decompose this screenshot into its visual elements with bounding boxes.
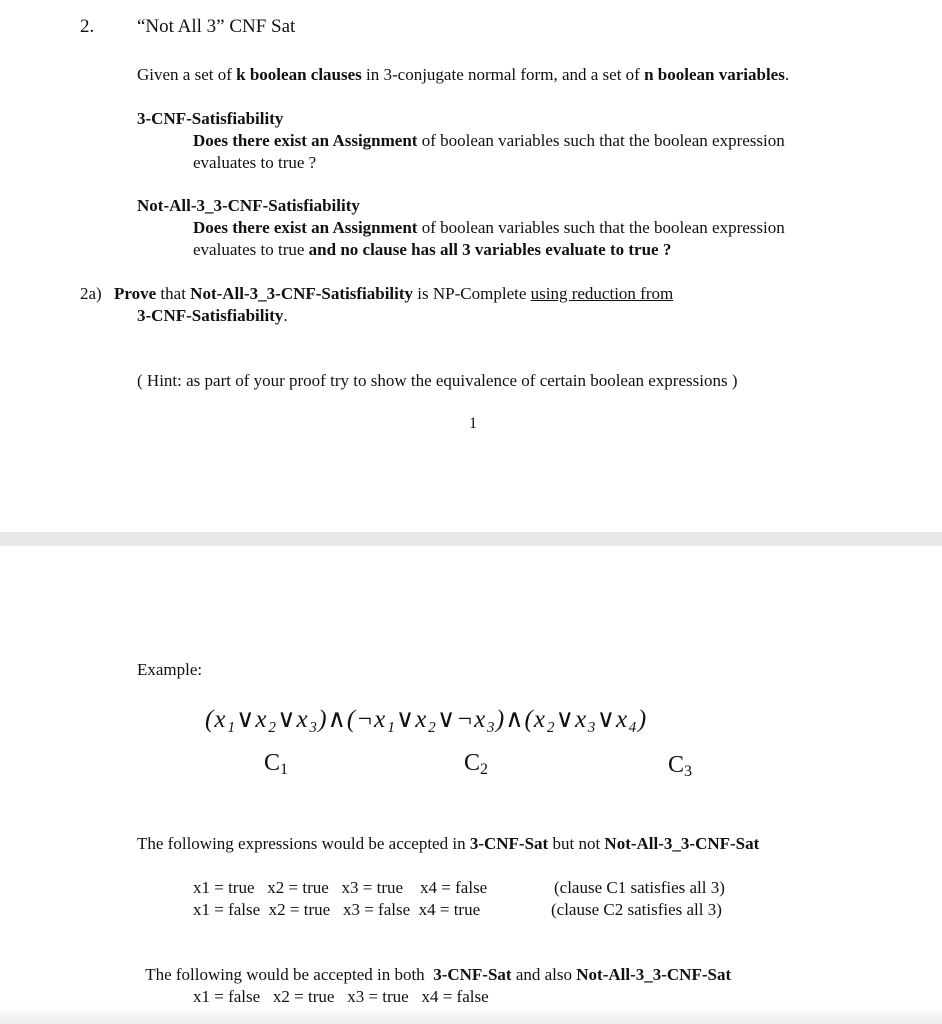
- example-expression: (x₁∨x₂∨x₃)∧(¬x₁∨x₂∨¬x₃)∧(x₂∨x₃∨x₄): [205, 706, 648, 733]
- accepted-3cnf-only-text: The following expressions would be accepted in 3-CNF-Sat but not Not-All-3_3-CNF-Sat: [137, 834, 760, 853]
- clause-label-c3: $C_3$: [668, 752, 693, 780]
- sat3-definition-line2: evaluates to true ?: [193, 153, 317, 172]
- page-bottom-shadow: [0, 1006, 942, 1024]
- problem-title: “Not All 3” CNF Sat: [137, 16, 296, 37]
- nae-definition-line1: Does there exist an Assignment of boolean variables such that the boolean expression: [193, 218, 785, 237]
- assignment-row: x1 = false x2 = true x3 = false x4 = true: [193, 900, 481, 919]
- hint-text: ( Hint: as part of your proof try to show the equivalence of certain boolean expressions ): [137, 371, 738, 390]
- clause-label-c2: $C_2$: [464, 750, 489, 778]
- page-number: 1: [469, 415, 477, 432]
- part-2a-label: 2a): [80, 284, 102, 303]
- assignment-row: x1 = false x2 = true x3 = true x4 = false: [193, 987, 489, 1006]
- reduction-link[interactable]: using reduction from: [530, 284, 674, 303]
- part-2a-line1: Prove that Not-All-3_3-CNF-Satisfiability is NP-Complete using reduction from: [114, 284, 674, 303]
- intro-paragraph: Given a set of k boolean clauses in 3-conjugate normal form, and a set of n boolean variables.: [137, 65, 790, 84]
- clause-label-c1: $C_1$: [264, 750, 289, 778]
- sat3-definition-line1: Does there exist an Assignment of boolean variables such that the boolean expression: [193, 131, 785, 150]
- sat3-heading: 3-CNF-Satisfiability: [137, 109, 284, 128]
- page-separator: [0, 532, 942, 546]
- nae-heading: Not-All-3_3-CNF-Satisfiability: [137, 196, 360, 215]
- example-label: Example:: [137, 660, 203, 679]
- accepted-both-text: The following would be accepted in both 3-CNF-Sat and also Not-All-3_3-CNF-Sat: [145, 965, 732, 984]
- part-2a-line2: 3-CNF-Satisfiability.: [137, 306, 288, 325]
- assignment-row: x1 = true x2 = true x3 = true x4 = false: [193, 878, 488, 897]
- assignment-note: (clause C1 satisfies all 3): [554, 878, 725, 897]
- assignment-note: (clause C2 satisfies all 3): [551, 900, 722, 919]
- problem-number: 2.: [80, 16, 95, 37]
- nae-definition-line2: evaluates to true and no clause has all 3 variables evaluate to true ?: [193, 240, 672, 259]
